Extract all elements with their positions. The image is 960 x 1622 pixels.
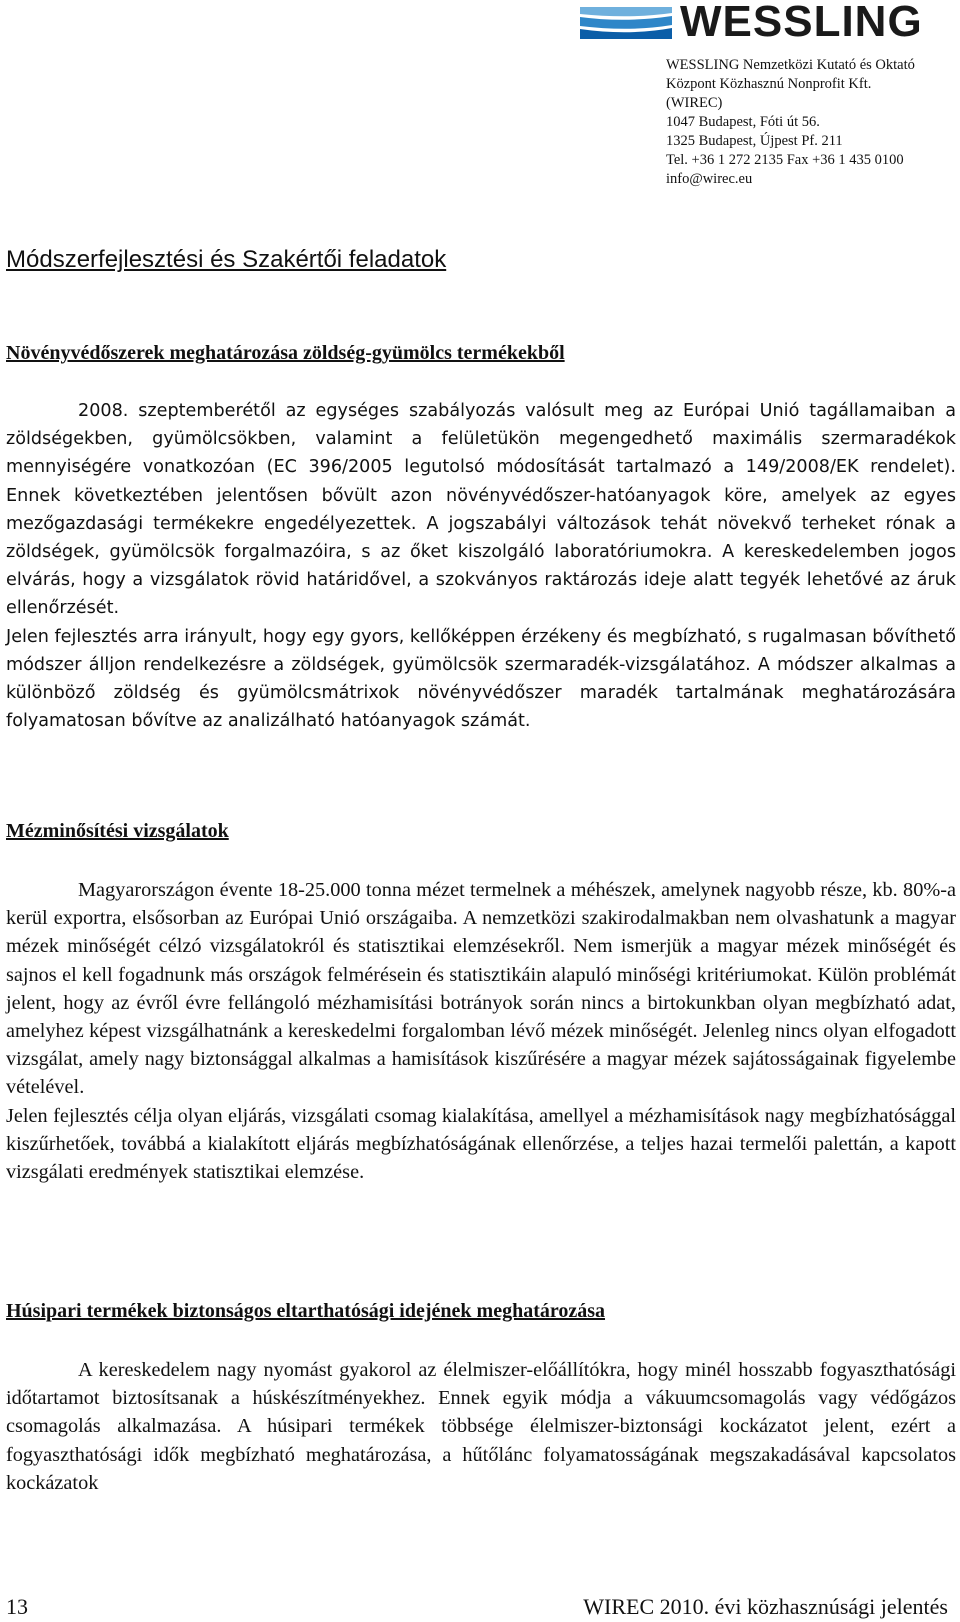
address-line: 1325 Budapest, Újpest Pf. 211 [666,133,843,149]
section-title: Növényvédőszerek meghatározása zöldség-gyümölcs termékekből [6,342,565,364]
footer-report-title: WIREC 2010. évi közhasznúsági jelentés [583,1594,948,1619]
paragraph: Magyarországon évente 18-25.000 tonna mézet termelnek a méhészek, amelynek nagyobb része, kb. 80%-a kerül exportra, elsősorban az Európai Unió országaiba. A nemzetközi szakirodalmakban nem olvashatunk a magyar mézek minőségét célzó vizsgálatokról és statisztikai elemzésekről. Nem ismerjük a magyar mézek minőségét és sajnos el kell fogadnunk más országok felmérésein és statisztikáin alapuló minőségi kritériumokat. Külön problémát jelent, hogy az évről évre fellángoló mézhamisítási botrányok során nincs a birtokunkban olyan megbízható adat, amelyhez képest vizsgálhatnánk a kereskedelmi forgalomban lévő mézek minőségét. Jelenleg nincs olyan elfogadott vizsgálat, amely nagy biztonsággal alkalmas a hamisítások kiszűrésére a magyar mézek sajátosságainak figyelembe vételével. [6,879,956,1099]
paragraph: A kereskedelem nagy nyomást gyakorol az élelmiszer-előállítókra, hogy minél hosszabb fogyaszthatósági időtartamot biztosítsanak a húskészítményekhez. Ennek egyik módja a vákuumcsomagolás vagy védőgázos csomagolás alkalmazása. A húsipari termékek többsége élelmiszer-biztonsági kockázatot jelent, ezért a fogyaszthatósági idők megbízható meghatározása, a hűtőlánc folyamatosságának megszakadásával kapcsolatos kockázatok [6,1359,956,1494]
paragraph: Jelen fejlesztés arra irányult, hogy egy gyors, kellőképpen érzékeny és megbízható, s rugalmasan bővíthető módszer álljon rendelkezésre a zöldségek, gyümölcsök szermaradék-vizsgálatához. A módszer alkalmas a különböző zöldség és gyümölcsmátrixok növényvédőszer maradék tartalmának meghatározására folyamatosan bővítve az analizálható hatóanyagok számát. [6,626,956,732]
address-line: WESSLING Nemzetközi Kutató és Oktató [666,57,915,73]
address-line: (WIREC) [666,95,723,111]
wessling-logo [580,2,958,44]
address-block [666,56,956,189]
wessling-logo-text: WESSLING [680,0,923,46]
section-body [6,1356,956,1497]
section-title: Mézminősítési vizsgálatok [6,820,229,842]
address-line: Tel. +36 1 272 2135 Fax +36 1 435 0100 [666,152,904,168]
address-line: 1047 Budapest, Fóti út 56. [666,114,820,130]
page-number: 13 [6,1594,28,1619]
address-email[interactable]: info@wirec.eu [666,171,753,187]
page-title: Módszerfejlesztési és Szakértői feladatok [6,246,447,273]
section-title: Húsipari termékek biztonságos eltarthatósági idejének meghatározása [6,1300,606,1322]
address-line: Központ Közhasznú Nonprofit Kft. [666,76,872,92]
section-body [6,397,956,735]
wessling-wave-icon [580,5,676,41]
paragraph: 2008. szeptemberétől az egységes szabályozás valósult meg az Európai Unió tagállamaiban a zöldségekben, gyümölcsökben, valamint a felületükön megengedhető maximális szermaradékok mennyiségére vonatkozóan (EC 396/2005 legutolsó módosítását tartalmazó a 149/2008/EK rendelet). Ennek következtében jelentősen bővült azon növényvédőszer-hatóanyagok köre, amelyek az egyes mezőgazdasági termékekre engedélyezettek. A jogszabályi változások tehát növekvő terheket rónak a zöldségek, gyümölcsök forgalmazóira, s az őket kiszolgáló laboratóriumokra. A kereskedelemben jogos elvárás, hogy a vizsgálatok rövid határidővel, a szokványos raktározás ideje alatt tegyék lehetővé az áruk ellenőrzését. [6,401,956,619]
paragraph: Jelen fejlesztés célja olyan eljárás, vizsgálati csomag kialakítása, amellyel a mézhamisítások nagy megbízhatósággal kiszűrhetőek, továbbá a kialakított eljárás megbízhatóságának ellenőrzése, a teljes hazai termelői palettán, a kapott vizsgálati eredmények statisztikai elemzése. [6,1104,956,1184]
section-body [6,876,956,1186]
